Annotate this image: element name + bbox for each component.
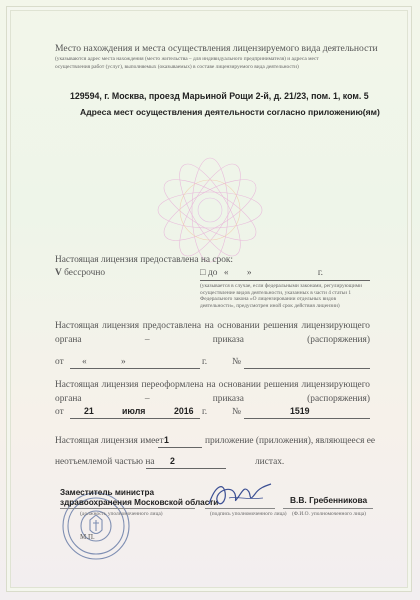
reissue-text: Настоящая лицензия переоформлена на основании решения лицензирующего органа – приказа (распоряжения) <box>55 380 370 404</box>
basis-year-suffix: г. <box>202 357 208 367</box>
handwritten-signature <box>205 478 275 512</box>
reissue-year: 2016 <box>174 406 194 416</box>
location-note-2: осуществления работ (услуг), выполняемых (оказываемых) в составе лицензируемого вида деятельности) <box>55 64 299 70</box>
basis-number-line <box>244 368 370 369</box>
appendix-sheets-line <box>146 468 226 469</box>
until-year-suffix: г. <box>317 268 324 278</box>
location-heading: Место нахождения и места осуществления лицензируемого вида деятельности <box>55 43 378 54</box>
reissue-year-suffix: г. <box>202 407 208 417</box>
appendix-count: 1 <box>164 435 169 445</box>
term-until-line <box>200 280 370 281</box>
checkbox-icon: □ <box>200 268 206 278</box>
name-note: (Ф.И.О. уполномоченного лица) <box>292 511 366 517</box>
appendix-text-after: приложение (приложения), являющееся ее <box>205 436 376 446</box>
basis-quote-close: » <box>121 357 126 367</box>
signature-note: (подпись уполномоченного лица) <box>210 511 287 517</box>
check-mark: V <box>55 268 62 278</box>
term-note: (указывается в случае, если федеральными законами, регулирующими осуществление видов деятельности, указанных в части 4 статьи 1 Федерального закона «О лицензировании отдельных видов деятельности», предусмотрен иной срок действия лицензии) <box>200 283 363 309</box>
until-quote-close: » <box>246 268 252 278</box>
appendix-line2-after: листах. <box>255 457 285 467</box>
reissue-num-label: № <box>232 407 241 417</box>
signer-position-1: Заместитель министра <box>60 488 155 497</box>
activity-addresses: Адреса мест осуществления деятельности согласно приложению(ям) <box>80 107 380 117</box>
term-label: Настоящая лицензия предоставлена на срок: <box>55 255 234 265</box>
until-quote-open: « <box>223 268 229 278</box>
basis-quote-open: « <box>82 357 87 367</box>
position-note: (должность уполномоченного лица) <box>80 511 163 517</box>
mp-label: М.П. <box>80 533 95 541</box>
basis-date-line <box>70 368 200 369</box>
appendix-sheets: 2 <box>170 456 175 466</box>
appendix-text-before: Настоящая лицензия имеет <box>55 436 164 446</box>
signer-name: В.В. Гребенникова <box>290 495 368 505</box>
reissue-number: 1519 <box>290 406 310 416</box>
signer-position-2: здравоохранения Московской области <box>60 498 219 507</box>
reissue-month: июля <box>122 406 146 416</box>
reissue-day: 21 <box>84 406 94 416</box>
reissue-ot: от <box>55 407 64 417</box>
basis-ot: от <box>55 357 64 367</box>
indefinite-label: бессрочно <box>64 268 106 278</box>
name-line <box>283 508 373 509</box>
term-until <box>200 268 323 278</box>
basis-num: № <box>232 357 241 367</box>
guilloche-ornament <box>150 150 270 270</box>
license-address: 129594, г. Москва, проезд Марьиной Рощи 2-й, д. 21/23, пом. 1, ком. 5 <box>70 91 369 101</box>
position-line <box>60 508 195 509</box>
reissue-number-line <box>244 418 370 419</box>
basis-text: Настоящая лицензия предоставлена на основании решения лицензирующего органа – приказа (распоряжения) <box>55 321 370 345</box>
appendix-count-line <box>158 447 202 448</box>
term-indefinite <box>55 268 105 278</box>
until-label: до <box>208 268 218 278</box>
reissue-date-line <box>70 418 200 419</box>
location-note-1: (указываются адрес места нахождения (место жительства – для индивидуального предпринимателя) и адреса мест <box>55 56 319 62</box>
appendix-line2-before: неотъемлемой частью на <box>55 457 155 467</box>
signature-line <box>205 508 275 509</box>
